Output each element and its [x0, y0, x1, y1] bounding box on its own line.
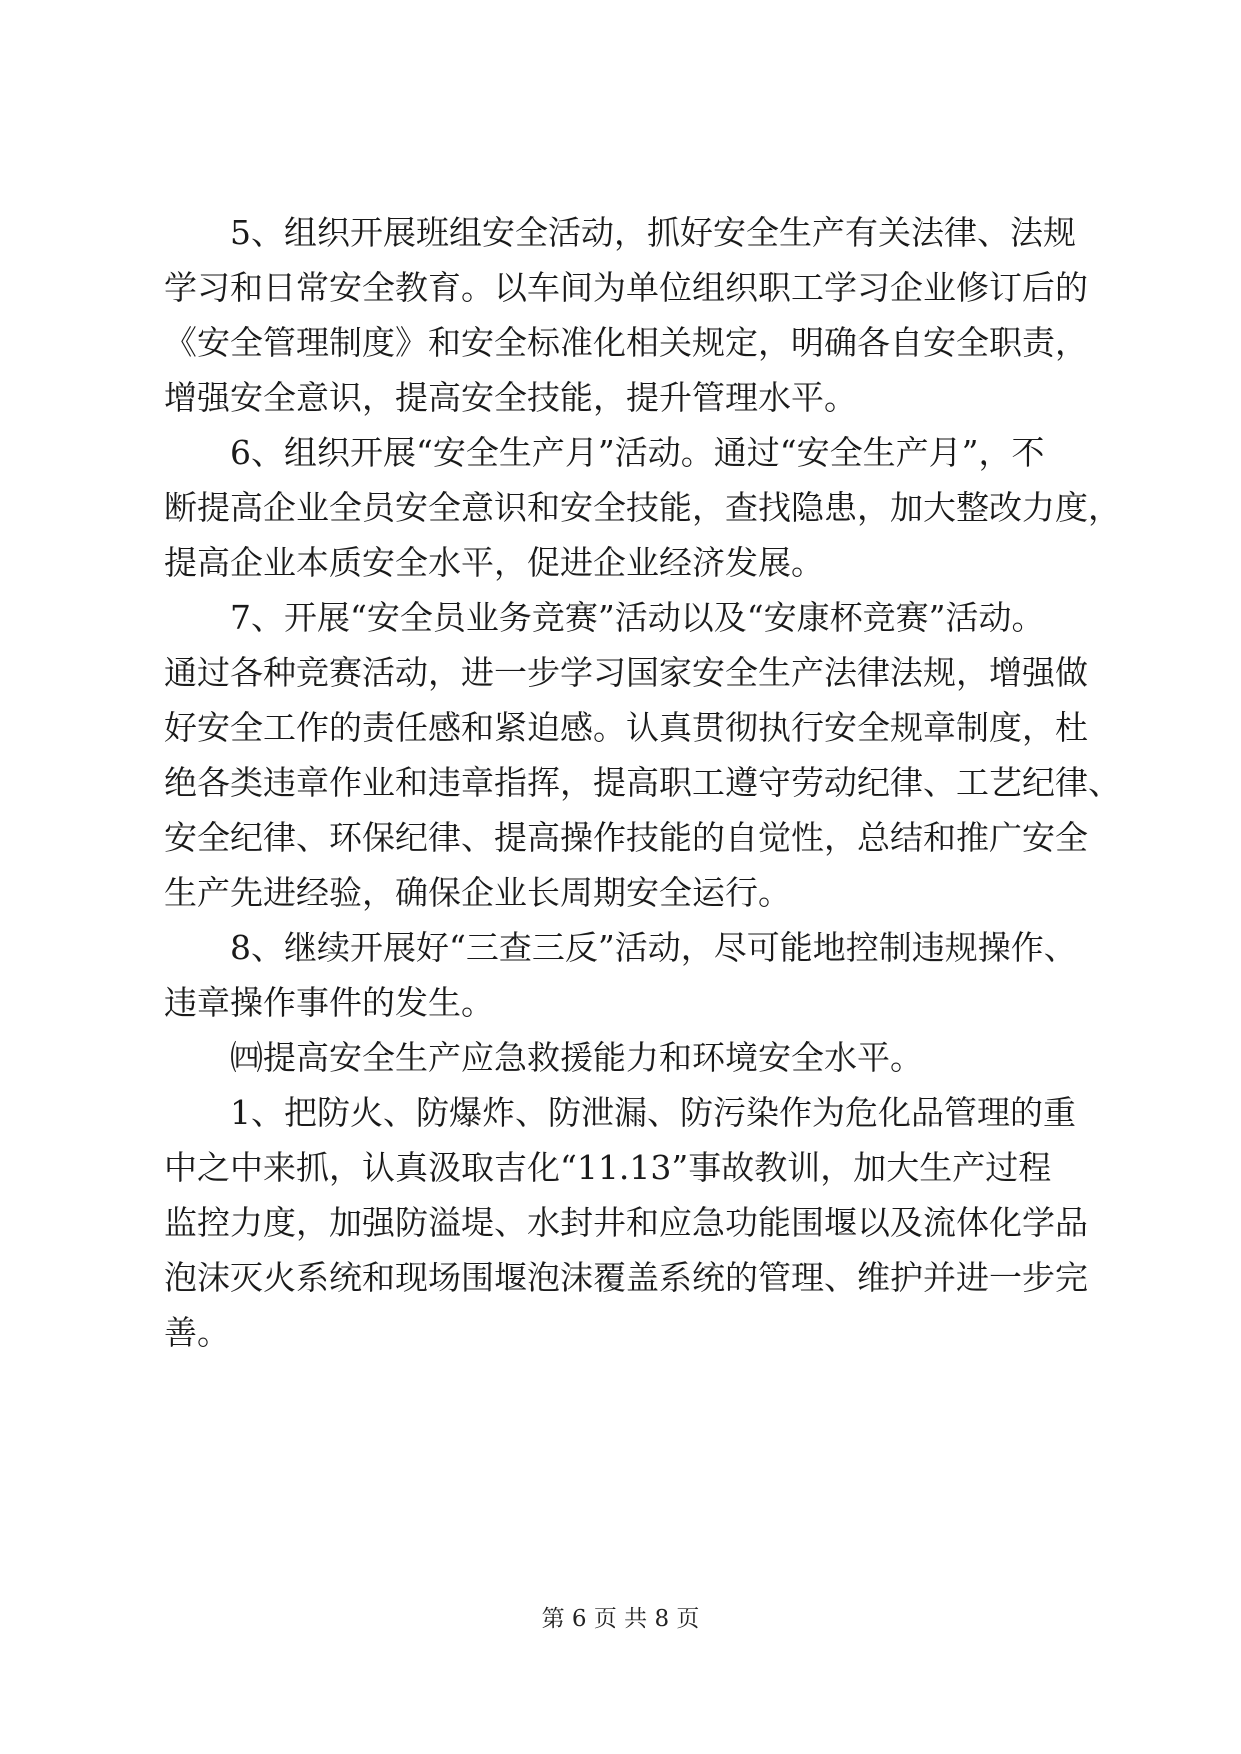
paragraph-5-line-3: 《安全管理制度》和安全标准化相关规定，明确各自安全职责， [164, 323, 1088, 362]
paragraph-7-line-4: 绝各类违章作业和违章指挥，提高职工遵守劳动纪律、工艺纪律、 [164, 763, 1121, 802]
paragraph-1-line-5: 善。 [164, 1313, 230, 1352]
paragraph-6-line-2: 断提高企业全员安全意识和安全技能，查找隐患，加大整改力度， [164, 488, 1121, 527]
paragraph-7-line-6: 生产先进经验，确保企业长周期安全运行。 [164, 873, 791, 912]
paragraph-8-line-1: 8、继续开展好“三查三反”活动，尽可能地控制违规操作、 [230, 928, 1077, 967]
paragraph-1-line-3: 监控力度，加强防溢堤、水封井和应急功能围堰以及流体化学品 [164, 1203, 1088, 1242]
paragraph-7-line-1: 7、开展“安全员业务竞赛”活动以及“安康杯竞赛”活动。 [230, 598, 1045, 637]
page-number-footer: 第 6 页 共 8 页 [541, 1606, 700, 1632]
paragraph-5-line-2: 学习和日常安全教育。以车间为单位组织职工学习企业修订后的 [164, 268, 1088, 307]
paragraph-5-line-4: 增强安全意识，提高安全技能，提升管理水平。 [164, 378, 857, 417]
paragraph-8-line-2: 违章操作事件的发生。 [164, 983, 494, 1022]
paragraph-7-line-5: 安全纪律、环保纪律、提高操作技能的自觉性，总结和推广安全 [164, 818, 1088, 857]
paragraph-1-line-4: 泡沫灭火系统和现场围堰泡沫覆盖系统的管理、维护并进一步完 [164, 1258, 1088, 1297]
paragraph-1-line-1: 1、把防火、防爆炸、防泄漏、防污染作为危化品管理的重 [230, 1093, 1076, 1132]
paragraph-5-line-1: 5、组织开展班组安全活动，抓好安全生产有关法律、法规 [230, 213, 1076, 252]
paragraph-7-line-2: 通过各种竞赛活动，进一步学习国家安全生产法律法规，增强做 [164, 653, 1088, 692]
paragraph-1-line-2: 中之中来抓，认真汲取吉化“11.13”事故教训，加大生产过程 [164, 1148, 1052, 1187]
paragraph-6-line-1: 6、组织开展“安全生产月”活动。通过“安全生产月”，不 [230, 433, 1045, 472]
section-heading-4: ㈣提高安全生产应急救援能力和环境安全水平。 [230, 1038, 923, 1077]
paragraph-6-line-3: 提高企业本质安全水平，促进企业经济发展。 [164, 543, 824, 582]
paragraph-7-line-3: 好安全工作的责任感和紧迫感。认真贯彻执行安全规章制度，杜 [164, 708, 1088, 747]
